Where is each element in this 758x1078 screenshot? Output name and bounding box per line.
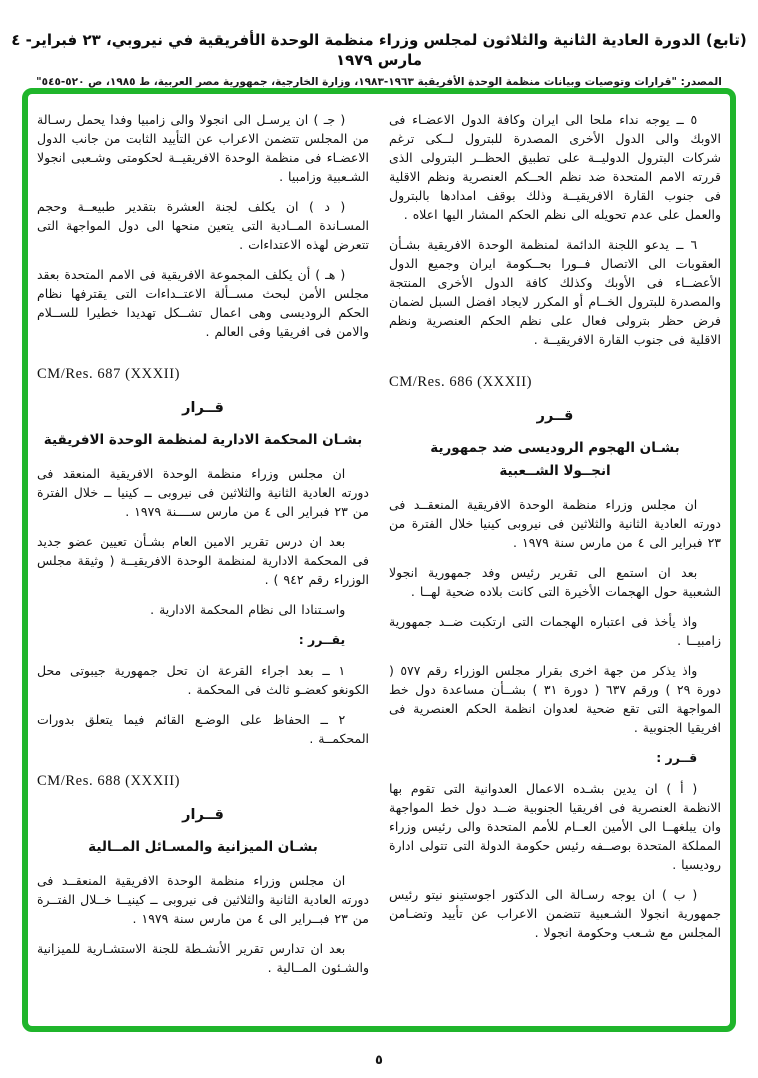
resolution-686-title bbox=[389, 437, 721, 483]
resolution-ref-688: CM/Res. 688 (XXXII) bbox=[37, 773, 181, 789]
paragraph-6-sanctions-committee: ٦ ــ يدعو اللجنة الدائمة لمنظمة الوحدة الافريقية بشـأن العقوبات الى الاتصال فــورا بحــكومة ايران وجميع الدول الأعضــاء فى الأوبك وكذلك كافة الدول الأخرى المنتجة والمصدرة للبترول الخــام أو المكرر لايجاد افضل السبل لضمان فرض حظر بترولى فعال على نظم الحكم العنصرية ونظم الاقلية فى جنوب القارة الافريقيــة . bbox=[389, 237, 721, 347]
page-number: ٥ bbox=[375, 1053, 383, 1068]
column-left bbox=[37, 110, 369, 1016]
res687-item-1: ١ ــ بعد اجراء القرعة ان تحل جمهورية جيبوتى محل الكونغو كعضـو ثالث فى المحكمة . bbox=[37, 663, 369, 697]
resolution-686-title-line2: انجــولا الشــعبية bbox=[499, 463, 611, 479]
paragraph-5-oil-embargo: ٥ ــ يوجه نداء ملحا الى ايران وكافة الدول الاعضـاء فى الاوبك والى الدول الأخرى المصدرة للبترول لــكى ترغم شركات البترول الدوليــة على تطبيق الحظــر البترولى الذى قررته الامم المتحدة ضد نظم الحــكم العنصرية ونظم الاقلية فى جنوب القارة الافريقيــة وذلك بوقف امدادها بالبترول والعمل على عدم تحويله الى نظم الحكم المشار اليها اعلاه . bbox=[389, 112, 721, 222]
res687-decree-label: يقــرر : bbox=[298, 632, 346, 647]
resolution-687-title: بشـان المحكمة الادارية لمنظمة الوحدة الافريقية bbox=[43, 432, 363, 449]
res686-decree-label: قــرر : bbox=[656, 749, 698, 765]
two-column-layout bbox=[37, 110, 721, 1016]
session-title: (تابع) الدورة العادية الثانية والثلاثون لمجلس وزراء منظمة الوحدة الأفريقية في نيروبي، ٢٣ فبراير- ٤ مارس ١٩٧٩ bbox=[11, 31, 747, 70]
page-header bbox=[0, 0, 758, 88]
res686-item-a: ( أ ) ان يدين بشـده الاعمال العدوانية التى تقوم بها الانظمة العنصرية فى افريقيا الجنوبية ضــد دول خط المواجهة وان يبلغهــا الى الأمين العــام للأمم المتحدة والى رئيس وزراء المملكة المتحدة بوصــفه رئيس حكومة الدولة التى تتولى ادارة روديسيا . bbox=[389, 780, 721, 872]
resolution-686-heading: قــرر bbox=[536, 408, 574, 425]
res686-preamble-recall: واذ يذكر من جهة اخرى بقرار مجلس الوزراء رقم ٥٧٧ ( دورة ٢٩ ) ورقم ٦٣٧ ( دورة ٣١ ) بشــأن مساعدة دول خط المواجهة التى تقع ضحية لعدوان انظمة الحكم العنصرية فى افريقيا الجنوبية . bbox=[389, 662, 721, 735]
res686-preamble-session: ان مجلس وزراء منظمة الوحدة الافريقية المنعقــد فى دورته العادية الثانية والثلاثين فى نيروبى كينيا خلال الفترة من ٢٣ فبراير الى ٤ من مارس سنة ١٩٧٩ . bbox=[389, 496, 721, 550]
res687-item-2: ٢ ــ الحفاظ على الوضـع القائم فيما يتعلق بدورات المحكمــة . bbox=[37, 712, 369, 746]
resolution-ref-687: CM/Res. 687 (XXXII) bbox=[37, 366, 181, 382]
source-citation: المصدر: "قرارات وتوصيات وبيانات منظمة الوحدة الأفريقية ١٩٦٣-١٩٨٣، وزارة الخارجية، جمهورية مصر العربية، ط ١٩٨٥، ص ٥٢٠-٥٤٥" bbox=[36, 75, 722, 88]
res687-preamble-session: ان مجلس وزراء منظمة الوحدة الافريقية المنعقد فى دورته العادية الثانية والثلاثين فى نيروبى ــ كينيا ــ خلال الفترة من ٢٣ فبراير الى ٤ من مارس ســــنة ١٩٧٩ . bbox=[37, 466, 369, 519]
res686-item-b: ( ب ) ان يوجه رسـالة الى الدكتور اجوستينو نيتو رئيس جمهورية انجولا الشـعبية تتضمن الاعراب عن تأييد وتضـامن المجلس مع شـعب وحكومة انجولا . bbox=[389, 886, 721, 940]
resolution-ref-686: CM/Res. 686 (XXXII) bbox=[389, 374, 533, 390]
res686-preamble-report: بعد ان استمع الى تقرير رئيس وفد جمهورية انجولا الشعبية حول الهجمات الأخيرة التى كانت بلاده ضحية لهــا . bbox=[389, 564, 721, 599]
res686-item-d: ( د ) ان يكلف لجنة العشرة بتقدير طبيعــة وحجم المسـاندة المــادية التى يتعين منحها الى دول المواجهة التى تتعرض لهذه الاعتداءات . bbox=[37, 199, 369, 252]
res687-preamble-statute: واسـتنادا الى نظام المحكمة الادارية . bbox=[150, 602, 346, 617]
resolution-686-title-line1: بشـان الهجوم الروديسى ضد جمهورية bbox=[430, 440, 680, 457]
resolution-687-heading: قــرار bbox=[182, 400, 224, 417]
content-border-frame bbox=[22, 88, 736, 1032]
resolution-688-title: بشـان الميزانية والمسـائل المــالية bbox=[88, 839, 318, 856]
res688-preamble-session: ان مجلس وزراء منظمة الوحدة الافريقية المنعقــد فى دورته العادية الثانية والثلاثين فى نيروبى ــ كينيــا خــلال الفتــرة من ٢٣ فبــراير الى ٤ من مارس سنة ١٩٧٩ . bbox=[37, 873, 369, 926]
resolution-688-heading: قــرار bbox=[182, 807, 224, 824]
column-right bbox=[389, 110, 721, 1016]
res686-preamble-zambia: واذ يأخذ فى اعتباره الهجمات التى ارتكبت ضــد جمهورية زامبيــا . bbox=[389, 613, 721, 648]
res686-item-c: ( جـ ) ان يرسـل الى انجولا والى زامبيا وفدا يحمل رسـالة من المجلس تتضمن الاعراب عن التأييد الثابت من جانب الدول الاعضـاء فى منظمة الوحدة الافريقيــة لحكومتى وشـعبى انجولا الشـعبية وزامبيا . bbox=[37, 112, 369, 184]
res687-preamble-report: بعد ان درس تقرير الامين العام بشـأن تعيين عضو جديد فى المحكمة الادارية لمنظمة الوحدة الافريقيــة ( وثيقة مجلس الوزراء رقم ٩٤٢ ) . bbox=[37, 534, 369, 587]
res686-item-e: ( هـ ) أن يكلف المجموعة الافريقية فى الامم المتحدة بعقد مجلس الأمن لبحث مســألة الاعتــداءات التى يقترفها نظام الحكم الروديسى وهى اعمال تشــكل تهديدا خطيرا للســلام والامن فى افريقيا وفى العالم . bbox=[37, 267, 369, 339]
res688-preamble-report: بعد ان تدارس تقرير الأنشـطة للجنة الاستشـارية للميزانية والشـئون المــالية . bbox=[37, 941, 369, 975]
